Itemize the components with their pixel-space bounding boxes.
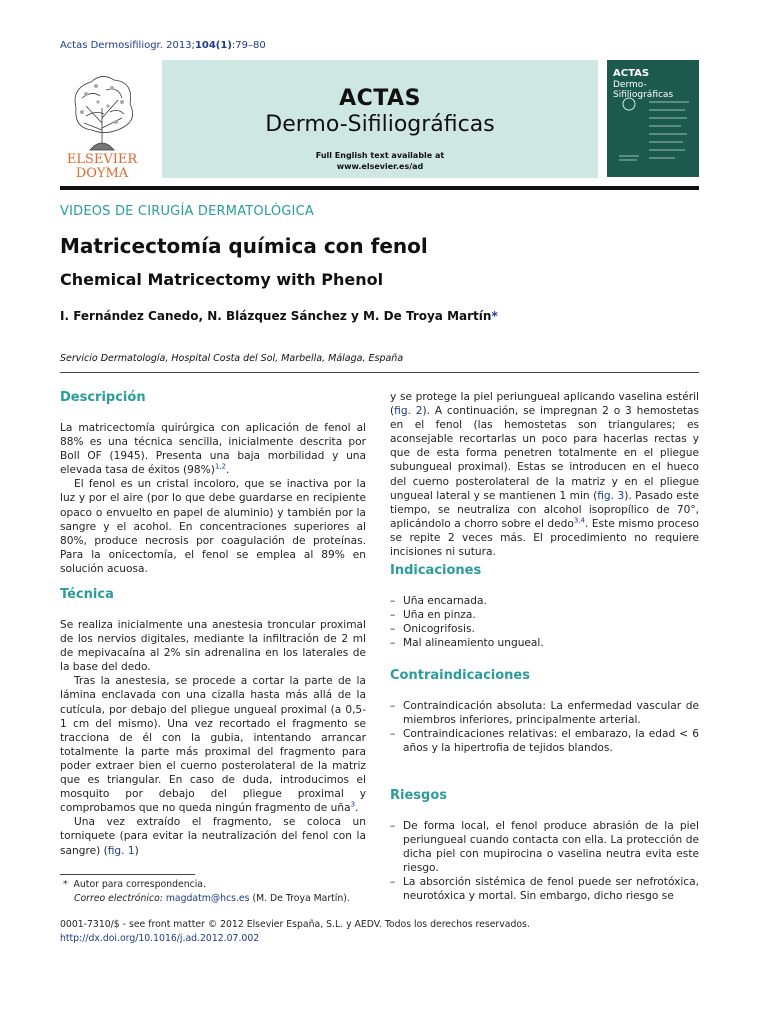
tecnica-p3-end: ) bbox=[134, 844, 139, 857]
elsevier-doyma-logo bbox=[56, 68, 148, 180]
list-item: – Mal alineamiento ungueal. bbox=[390, 636, 699, 650]
list-item: – Contraindicaciones relativas: el embarazo, la edad < 6 años y la hipertrofia de tejidos blandos. bbox=[390, 727, 699, 755]
article-copyright-block bbox=[60, 918, 530, 946]
journal-citation bbox=[60, 40, 266, 51]
journal-cover-image bbox=[607, 60, 699, 177]
tecnica-continuation bbox=[390, 390, 699, 559]
footnote-text: Autor para correspondencia. bbox=[73, 879, 206, 890]
banner-title-actas: ACTAS bbox=[339, 86, 421, 111]
banner-title-dermo: Dermo-Sifiliográficas bbox=[265, 112, 495, 137]
article-subtitle: Chemical Matricectomy with Phenol bbox=[60, 270, 384, 289]
descripcion-p1-refs[interactable]: 1,2 bbox=[214, 462, 226, 471]
descripcion-paragraph-2: El fenol es un cristal incoloro, que se inactiva por la luz y por el aire (por lo que debe guardarse en recipiente opaco o envuelto en papel de aluminio) y también por la sangre y el acohol. En concentraciones superiores al 80%, produce necrosis por coagulación de proteínas. Para la onicectomía, el fenol se emplea al 89% en solución acuosa. bbox=[60, 478, 366, 575]
section-riesgos bbox=[390, 788, 699, 904]
email-owner: (M. De Troya Martín). bbox=[252, 893, 350, 904]
heading-indicaciones: Indicaciones bbox=[390, 563, 482, 578]
contraindicaciones-list bbox=[390, 699, 699, 755]
fig1-link[interactable]: fig. 1 bbox=[107, 844, 135, 857]
list-item: – Onicogrifosis. bbox=[390, 622, 699, 636]
email-link[interactable]: magdatm@hcs.es bbox=[165, 893, 250, 904]
list-item: – Uña en pinza. bbox=[390, 608, 699, 622]
list-item: – La absorción sistémica de fenol puede ser nefrotóxica, neurotóxica y mortal. Sin embargo, dicho riesgo se bbox=[390, 875, 699, 903]
correspondence-footnote bbox=[60, 878, 350, 906]
cont-refs[interactable]: 3,4 bbox=[573, 516, 585, 525]
banner-note bbox=[162, 150, 598, 172]
fig3-link[interactable]: fig. 3 bbox=[597, 489, 625, 502]
cover-subtitle: Dermo-Sifiliográficas bbox=[613, 80, 674, 100]
tecnica-p2-ref[interactable]: 3 bbox=[350, 800, 356, 809]
footnote-line-1 bbox=[60, 878, 350, 892]
tecnica-paragraph-2: Tras la anestesia, se procede a cortar la parte de la lámina enclavada con una cizalla hasta más allá de la cutícula, por debajo del pliegue ungueal proximal (a 0,5-1 cm del mismo). Una vez recortado el fragmento se tracciona de él con la gubia, intentando arrancar totalmente la parte más proximal del fragmento para poder extraer bien el cuerno posterolateral de la matriz que es triangular. En caso de duda, introducimos el mosquito por debajo del pliegue proximal y comprobamos que no queda ningún fragmento de uña$^3$. bbox=[60, 675, 366, 815]
cont-b: ). A continuación, se impregnan 2 o 3 hemostetas en el fenol (las hemostetas son triangulares; es aconsejable recortarlas un poco para hacerlas rectas y que de esta forma penetren totalmente en el pliegue subungueal proximal). Estas se introducen en el hueco del cuerno posterolateral de la matriz y en el pliegue ungueal lateral y se mantienen 1 min ( bbox=[390, 405, 700, 502]
list-item: – De forma local, el fenol produce abrasión de la piel periungueal cuando contacta con ella. La protección de dicha piel con mupirocina o vaselina neutra evita este riesgo. bbox=[390, 819, 699, 875]
logo-elsevier-text: ELSEVIER bbox=[66, 152, 138, 167]
tecnica-continuation-paragraph bbox=[390, 390, 699, 559]
affiliation-divider bbox=[60, 372, 699, 373]
copyright-line: 0001-7310/$ - see front matter © 2012 Elsevier España, S.L. y AEDV. Todos los derechos reservados. bbox=[60, 919, 530, 930]
cont-c: ). Pasado este tiempo, se neutraliza con alcohol isopropílico de 70°, aplicándolo a chorro sobre el dedo bbox=[390, 489, 699, 530]
banner-note-line1: Full English text available at bbox=[315, 151, 445, 160]
cover-contents-graphic bbox=[615, 96, 693, 168]
authors-names: I. Fernández Canedo, N. Blázquez Sánchez y M. De Troya Martín bbox=[60, 309, 492, 323]
descripcion-p1-text: La matricectomía quirúrgica con aplicación de fenol al 88% es una técnica sencilla, inicialmente descrita por Boll OF (1945). Presenta una baja morbilidad y una elevada tasa de éxitos (98%) bbox=[60, 422, 366, 477]
email-label: Correo electrónico: bbox=[74, 893, 163, 904]
heading-contraindicaciones: Contraindicaciones bbox=[390, 668, 530, 683]
heading-riesgos: Riesgos bbox=[390, 788, 447, 803]
citation-volume: 104(1) bbox=[194, 40, 232, 51]
elsevier-tree-icon bbox=[56, 68, 148, 180]
tecnica-paragraph-1: Se realiza inicialmente una anestesia troncular proximal de los nervios digitales, mediante la infiltración de 2 ml de mepivacaína al 2% sin adrenalina en los laterales de la base del dedo. bbox=[60, 619, 366, 674]
section-tag: VIDEOS DE CIRUGÍA DERMATOLÓGICA bbox=[60, 204, 314, 219]
descripcion-body bbox=[60, 421, 366, 576]
riesgos-list bbox=[390, 819, 699, 904]
section-indicaciones bbox=[390, 563, 699, 650]
cover-title: ACTAS bbox=[613, 68, 650, 79]
journal-banner bbox=[162, 60, 598, 178]
tecnica-p2-text: Tras la anestesia, se procede a cortar la parte de la lámina enclavada con una cizalla hasta más allá de la cutícula, por debajo del pliegue ungueal proximal (a 0,5-1 cm del mismo). Una vez recortado el fragmento se tracciona de él con la gubia, intentando arrancar totalmente la parte más proximal del fragmento para poder extraer bien el cuerno posterolateral de la matriz que es triangular. En caso de duda, introducimos el mosquito por debajo del pliegue proximal y comprobamos que no queda ningún fragmento de uña bbox=[60, 675, 366, 815]
cont-a: y se protege la piel periungueal aplicando vaselina estéril ( bbox=[390, 391, 699, 418]
section-descripcion bbox=[60, 390, 366, 576]
heading-tecnica: Técnica bbox=[60, 587, 114, 602]
footnote-line-2 bbox=[60, 892, 350, 906]
list-item: – Contraindicación absoluta: La enfermedad vascular de miembros inferiores, principalmente arterial. bbox=[390, 699, 699, 727]
cont-d: . Este mismo proceso se repite 2 veces más. El procedimiento no requiere incisiones ni sutura. bbox=[390, 517, 699, 559]
descripcion-paragraph-1: La matricectomía quirúrgica con aplicación de fenol al 88% es una técnica sencilla, inicialmente descrita por Boll OF (1945). Presenta una baja morbilidad y una elevada tasa de éxitos $(98\%)^{1,2}$. bbox=[60, 422, 366, 477]
banner-note-line2: www.elsevier.es/ad bbox=[336, 162, 424, 171]
citation-journal: Actas Dermosifiliogr. 2013; bbox=[60, 40, 195, 51]
header-divider bbox=[60, 186, 699, 190]
section-tecnica bbox=[60, 587, 366, 858]
tecnica-paragraph-3 bbox=[60, 815, 366, 857]
article-title: Matricectomía química con fenol bbox=[60, 234, 428, 258]
tecnica-p3-text: Una vez extraído el fragmento, se coloca un torniquete (para evitar la neutralización del fenol con la sangre) ( bbox=[60, 816, 366, 857]
list-item: – Uña encarnada. bbox=[390, 594, 699, 608]
footnote-divider bbox=[60, 874, 195, 875]
tecnica-body bbox=[60, 618, 366, 858]
heading-descripcion: Descripción bbox=[60, 390, 146, 405]
fig2-link[interactable]: fig. 2 bbox=[394, 405, 423, 418]
footnote-mark: * bbox=[62, 879, 68, 890]
logo-doyma-text: DOYMA bbox=[75, 166, 129, 180]
citation-pages: :79–80 bbox=[231, 40, 266, 51]
section-contraindicaciones bbox=[390, 668, 699, 755]
author-affiliation: Servicio Dermatología, Hospital Costa del Sol, Marbella, Málaga, España bbox=[60, 353, 404, 364]
article-authors bbox=[60, 309, 498, 323]
indicaciones-list bbox=[390, 594, 699, 650]
author-footnote-mark[interactable]: * bbox=[491, 309, 498, 323]
doi-link[interactable]: http://dx.doi.org/10.1016/j.ad.2012.07.002 bbox=[60, 933, 260, 944]
